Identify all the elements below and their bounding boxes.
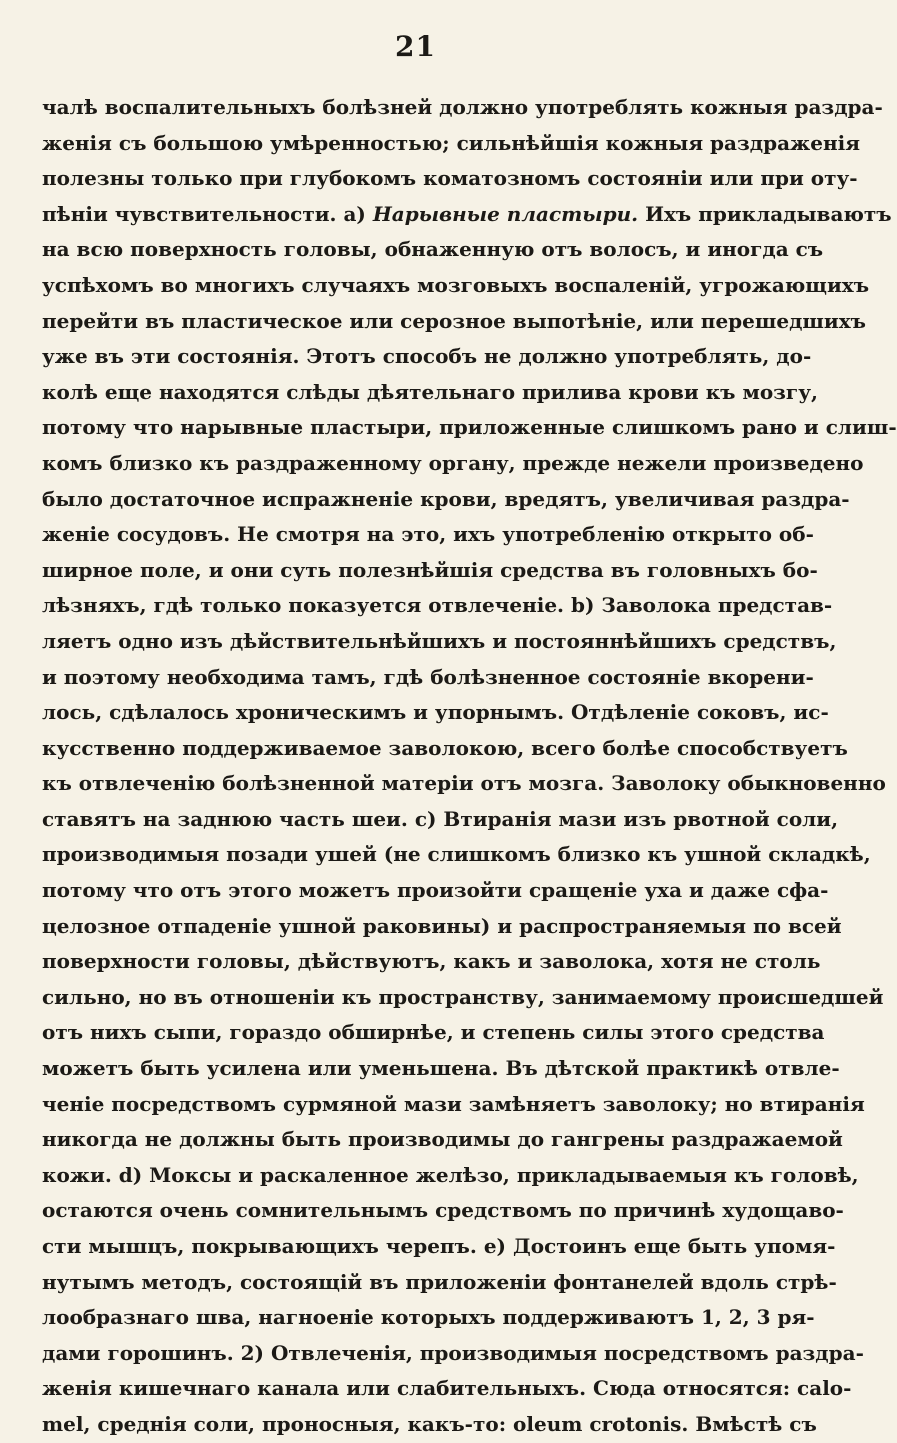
text-span: можетъ быть усилена или уменьшена. Въ дѣтской практикѣ отвле- bbox=[42, 1056, 840, 1081]
text-span: ляетъ одно изъ дѣйствительнѣйшихъ и постояннѣйшихъ средствъ, bbox=[42, 628, 837, 653]
text-span: полезны только при глубокомъ коматозномъ состояніи или при оту- bbox=[42, 166, 858, 191]
text-span: перейти въ пластическое или серозное выпотѣніе, или перешедшихъ bbox=[42, 308, 867, 333]
text-span: къ отвлеченію болѣзненной матеріи отъ мозга. Заволоку обыкновенно bbox=[42, 771, 886, 796]
text-span: потому что отъ этого можетъ произойти сращеніе уха и даже сфа- bbox=[42, 878, 829, 903]
text-line bbox=[42, 126, 860, 162]
text-line bbox=[42, 802, 839, 838]
text-line bbox=[42, 1193, 844, 1229]
text-line bbox=[42, 161, 858, 197]
text-line bbox=[42, 944, 821, 980]
text-span: сти мышцъ, покрывающихъ черепъ. e) Достоинъ еще быть упомя- bbox=[42, 1234, 836, 1258]
text-span: дами горошинъ. 2) Отвлеченія, производимыя посредствомъ раздра- bbox=[42, 1340, 864, 1365]
text-line bbox=[42, 553, 818, 589]
text-span: производимыя позади ушей (не слишкомъ близко къ ушной складкѣ, bbox=[42, 842, 871, 867]
text-line bbox=[42, 1051, 840, 1087]
text-line bbox=[42, 268, 870, 304]
text-span: ченіе посредствомъ сурмяной мази замѣняетъ заволоку; но втиранія bbox=[42, 1091, 865, 1116]
text-line bbox=[42, 232, 824, 268]
text-line bbox=[42, 766, 886, 802]
text-line bbox=[42, 1229, 836, 1265]
text-line bbox=[42, 980, 884, 1016]
text-span: пѣніи чувствительности. a) bbox=[42, 201, 373, 226]
text-span: комъ близко къ раздраженному органу, прежде нежели произведено bbox=[42, 450, 864, 475]
text-span: на всю поверхность головы, обнаженную отъ волосъ, и иногда съ bbox=[42, 237, 824, 262]
text-span: поверхности головы, дѣйствуютъ, какъ и заволока, хотя не столь bbox=[42, 949, 821, 974]
text-line bbox=[42, 695, 829, 731]
italic-heading: Нарывные пластыри. bbox=[372, 201, 639, 226]
text-span: остаются очень сомнительнымъ средствомъ по причинѣ худощаво- bbox=[42, 1198, 844, 1223]
text-span: женія съ большою умѣренностью; сильнѣйшія кожныя раздраженія bbox=[42, 130, 860, 155]
text-line bbox=[42, 731, 848, 767]
text-span: Ихъ прикладываютъ bbox=[638, 201, 892, 226]
text-line bbox=[42, 660, 814, 696]
text-line bbox=[42, 1407, 817, 1443]
text-line bbox=[42, 624, 837, 660]
text-span: лообразнаго шва, нагноеніе которыхъ поддерживаютъ 1, 2, 3 ря- bbox=[42, 1305, 815, 1330]
text-line bbox=[42, 410, 897, 446]
text-span: потому что нарывные пластыри, приложенные слишкомъ рано и слиш- bbox=[42, 415, 897, 440]
text-line bbox=[42, 1015, 825, 1051]
text-line bbox=[42, 197, 892, 233]
text-line bbox=[42, 1371, 852, 1407]
text-span: женія кишечнаго канала или слабительныхъ. Сюда относятся: calo- bbox=[42, 1376, 852, 1401]
text-span: колѣ еще находятся слѣды дѣятельнаго прилива крови къ мозгу, bbox=[42, 379, 818, 404]
text-span: было достаточное испражненіе крови, вредятъ, увеличивая раздра- bbox=[42, 486, 850, 511]
text-span: женіе сосудовъ. Не смотря на это, ихъ употребленію открыто об- bbox=[42, 522, 814, 547]
text-line bbox=[42, 1087, 865, 1123]
body-text bbox=[42, 90, 897, 1443]
text-span: лось, сдѣлалось хроническимъ и упорнымъ. Отдѣленіе соковъ, ис- bbox=[42, 700, 829, 725]
page-number: 21 bbox=[395, 30, 436, 63]
text-line bbox=[42, 304, 867, 340]
text-span: mel, среднія соли, проносныя, какъ-то: oleum crotonis. Вмѣстѣ съ bbox=[42, 1411, 817, 1436]
text-span: отъ нихъ сыпи, гораздо обширнѣе, и степень силы этого средства bbox=[42, 1020, 825, 1045]
text-line bbox=[42, 482, 850, 518]
text-line bbox=[42, 1122, 843, 1158]
text-line bbox=[42, 446, 864, 482]
text-span: и поэтому необходима тамъ, гдѣ болѣзненное состояніе вкорени- bbox=[42, 664, 814, 689]
text-line bbox=[42, 339, 812, 375]
text-line bbox=[42, 375, 818, 411]
text-line bbox=[42, 909, 842, 945]
text-line bbox=[42, 90, 883, 126]
text-span: целозное отпаденіе ушной раковины) и распространяемыя по всей bbox=[42, 913, 842, 938]
text-line bbox=[42, 873, 829, 909]
text-span: лѣзняхъ, гдѣ только показуется отвлеченіе. b) Заволока представ- bbox=[42, 593, 833, 618]
text-span: успѣхомъ во многихъ случаяхъ мозговыхъ воспаленій, угрожающихъ bbox=[42, 272, 870, 297]
text-span: кусственно поддерживаемое заволокою, всего болѣе способствуетъ bbox=[42, 735, 848, 760]
text-span: нутымъ методъ, состоящій въ приложеніи фонтанелей вдоль стрѣ- bbox=[42, 1269, 837, 1294]
text-span: уже въ эти состоянія. Этотъ способъ не должно употреблять, до- bbox=[42, 344, 812, 369]
text-line bbox=[42, 1300, 815, 1336]
text-line bbox=[42, 1265, 837, 1301]
text-span: ставятъ на заднюю часть шеи. c) Втиранія мази изъ рвотной соли, bbox=[42, 806, 839, 831]
text-span: сильно, но въ отношеніи къ пространству, занимаемому происшедшей bbox=[42, 984, 884, 1009]
text-line bbox=[42, 517, 814, 553]
text-span: кожи. d) Моксы и раскаленное желѣзо, прикладываемыя къ головѣ, bbox=[42, 1162, 859, 1187]
text-line bbox=[42, 588, 833, 624]
text-span: ширное поле, и они суть полезнѣйшія средства въ головныхъ бо- bbox=[42, 557, 818, 582]
text-span: никогда не должны быть производимы до гангрены раздражаемой bbox=[42, 1127, 843, 1152]
text-line bbox=[42, 1336, 864, 1372]
text-span: чалѣ воспалительныхъ болѣзней должно употреблять кожныя раздра- bbox=[42, 95, 883, 119]
text-line bbox=[42, 837, 871, 873]
text-line bbox=[42, 1158, 859, 1194]
